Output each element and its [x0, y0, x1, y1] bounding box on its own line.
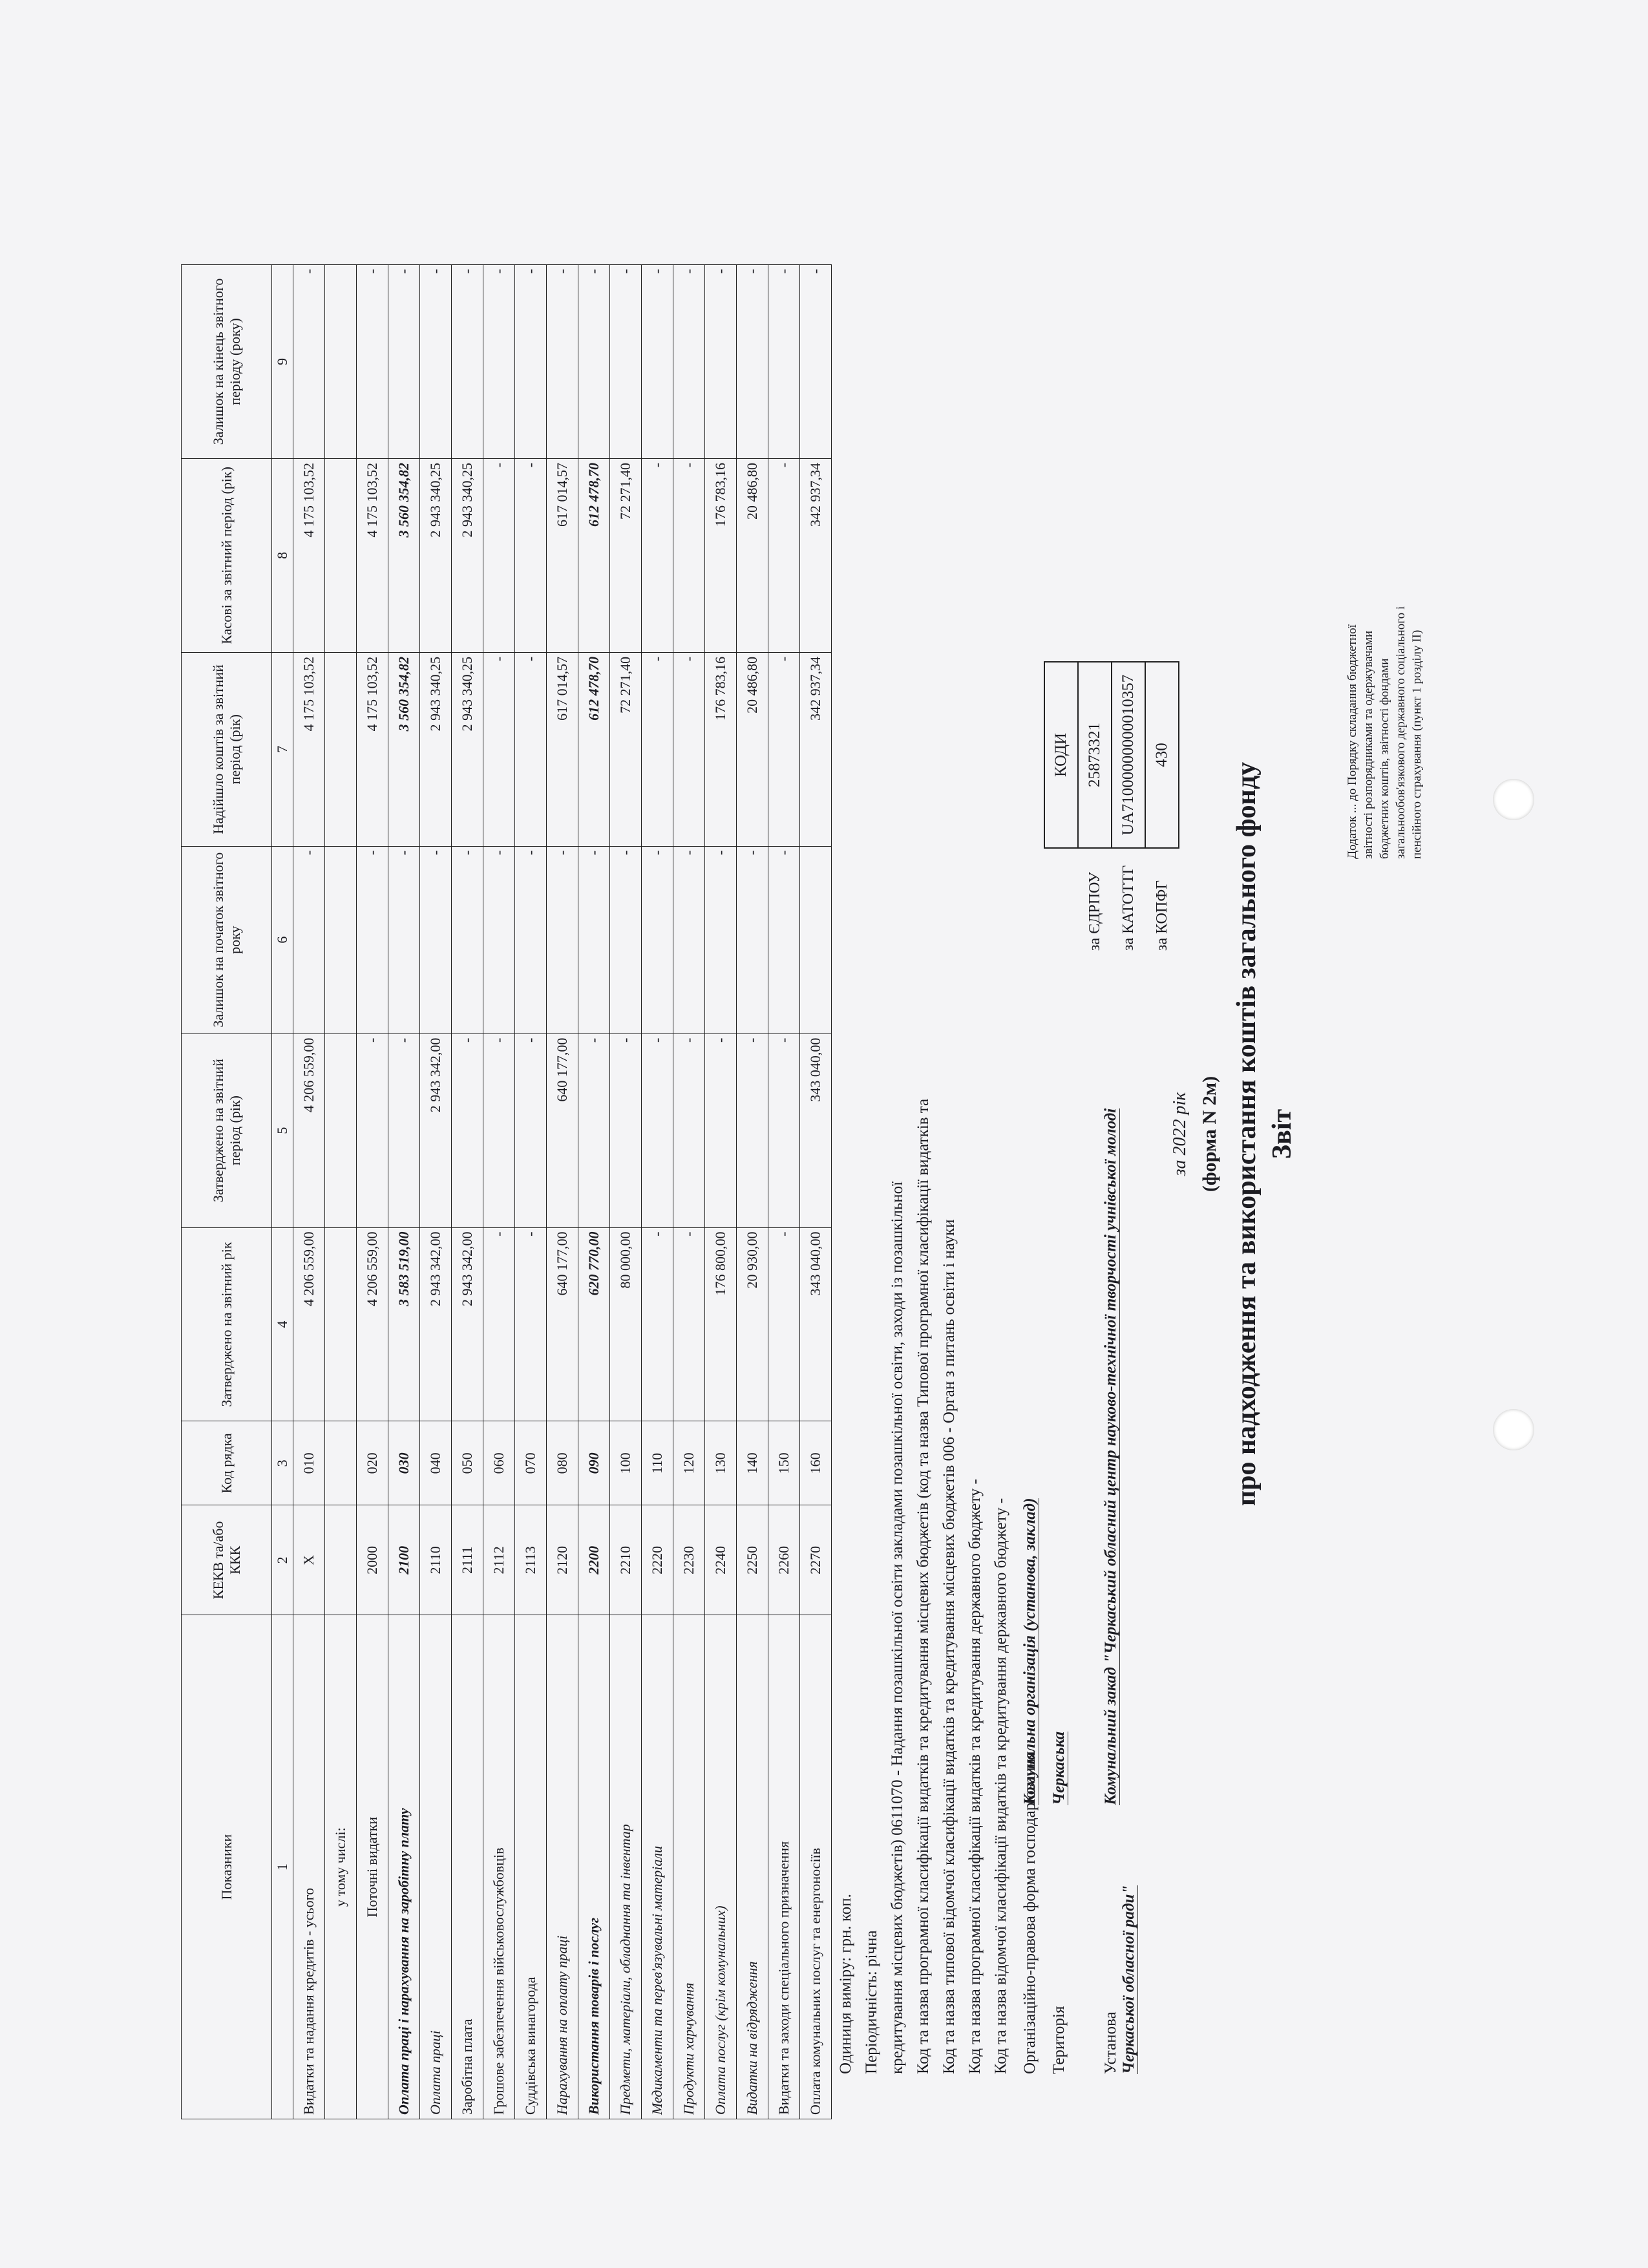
- table-row: [642, 265, 673, 2119]
- cell-c9: -: [483, 265, 515, 459]
- row-label: у тому числі:: [325, 1615, 357, 2119]
- code-kopfg: 430: [1145, 662, 1179, 848]
- line-4: кредитування місцевих бюджетів) 0611070 - Надання позашкільної освіти закладами позашкільної освіти, заходи із позашкільної: [889, 1181, 906, 2074]
- table-row: [325, 265, 357, 2119]
- cell-c9: -: [642, 265, 673, 459]
- cell-c8: -: [642, 458, 673, 652]
- meta-territory: [1050, 1732, 1068, 2074]
- meta-org-form: [1021, 1498, 1039, 2074]
- code-edrpou: 25873321: [1078, 662, 1112, 848]
- row-label: Видатки та надання кредитів - усього: [293, 1615, 325, 2119]
- cell-c8: 20 486,80: [737, 458, 768, 652]
- row-label: Нарахування на оплату праці: [547, 1615, 578, 2119]
- cell-kekv: 2111: [452, 1505, 483, 1615]
- cell-code: 160: [800, 1421, 832, 1505]
- cell-c6: -: [547, 846, 578, 1033]
- cell-kekv: 2260: [768, 1505, 800, 1615]
- cell-kekv: 2220: [642, 1505, 673, 1615]
- cell-c7: 4 175 103,52: [293, 652, 325, 846]
- cell-c7: 617 014,57: [547, 652, 578, 846]
- cell-c5: -: [483, 1033, 515, 1227]
- cell-c5: -: [642, 1033, 673, 1227]
- table-header-row: [182, 265, 272, 2119]
- cell-c6: -: [578, 846, 610, 1033]
- table-row: [515, 265, 547, 2119]
- column-header: Показники: [182, 1615, 272, 2119]
- cell-c4: -: [515, 1227, 547, 1421]
- cell-c9: -: [293, 265, 325, 459]
- cell-c7: 176 783,16: [705, 652, 737, 846]
- cell-c6: -: [452, 846, 483, 1033]
- table-row: [768, 265, 800, 2119]
- cell-c9: -: [420, 265, 452, 459]
- meta-value: Комунальний закад "Черкаський обласний центр науково-технічної творчості учнівської молоді Черкаської обласної ради": [1102, 1108, 1137, 2074]
- cell-c8: 4 175 103,52: [293, 458, 325, 652]
- table-body: [293, 265, 832, 2119]
- cell-c4: -: [483, 1227, 515, 1421]
- meta-value: Комунальна організація (установа, заклад): [1021, 1498, 1039, 1805]
- cell-c6: -: [483, 846, 515, 1033]
- cell-c4: 4 206 559,00: [357, 1227, 388, 1421]
- code-katottg: UA71000000000010357: [1112, 662, 1145, 848]
- cell-c5: 4 206 559,00: [293, 1033, 325, 1227]
- cell-c5: -: [388, 1033, 420, 1227]
- cell-c7: 342 937,34: [800, 652, 832, 846]
- row-label: Суддівська винагорода: [515, 1615, 547, 2119]
- cell-c8: 617 014,57: [547, 458, 578, 652]
- row-label: Оплата комунальних послуг та енергоносіїв: [800, 1615, 832, 2119]
- cell-kekv: 2240: [705, 1505, 737, 1615]
- cell-c7: -: [642, 652, 673, 846]
- cell-c7: 4 175 103,52: [357, 652, 388, 846]
- cell-kekv: [325, 1505, 357, 1615]
- cell-c8: -: [483, 458, 515, 652]
- cell-kekv: 2200: [578, 1505, 610, 1615]
- cell-kekv: 2230: [673, 1505, 705, 1615]
- cell-c6: -: [768, 846, 800, 1033]
- cell-c6: -: [673, 846, 705, 1033]
- row-label: Використання товарів і послуг: [578, 1615, 610, 2119]
- cell-c8: -: [768, 458, 800, 652]
- cell-c9: -: [578, 265, 610, 459]
- cell-c9: -: [705, 265, 737, 459]
- cell-c4: 3 583 519,00: [388, 1227, 420, 1421]
- cell-c7: 20 486,80: [737, 652, 768, 846]
- cell-kekv: 2113: [515, 1505, 547, 1615]
- cell-c6: -: [515, 846, 547, 1033]
- cell-c8: 176 783,16: [705, 458, 737, 652]
- cell-code: 140: [737, 1421, 768, 1505]
- cell-c5: [325, 1033, 357, 1227]
- cell-c8: 4 175 103,52: [357, 458, 388, 652]
- cell-c4: -: [642, 1227, 673, 1421]
- cell-c5: 2 943 342,00: [420, 1033, 452, 1227]
- report-form-year: [1199, 0, 1221, 2268]
- cell-c5: 640 177,00: [547, 1033, 578, 1227]
- row-label: Оплата праці: [420, 1615, 452, 2119]
- cell-c4: 620 770,00: [578, 1227, 610, 1421]
- column-header: Надійшло коштів за звітний період (рік): [182, 652, 272, 846]
- table-row: [483, 265, 515, 2119]
- annex-note: Додаток ... до Порядку складання бюджетної звітності розпорядниками та одержувачами бюджетних коштів, звітності фондами загальнообов'язкового державного соціального і пенсійного страхування (пункт 1 розділу II): [1346, 606, 1424, 859]
- cell-c6: -: [357, 846, 388, 1033]
- cell-c4: [325, 1227, 357, 1421]
- report-title: Звіт: [1267, 1108, 1297, 1160]
- column-number: 5: [272, 1033, 293, 1227]
- cell-c7: 2 943 340,25: [420, 652, 452, 846]
- cell-code: [325, 1421, 357, 1505]
- table-row: [705, 265, 737, 2119]
- table-row: [800, 265, 832, 2119]
- table-row: [673, 265, 705, 2119]
- row-label: Оплата праці і нарахування на заробітну плату: [388, 1615, 420, 2119]
- cell-code: 150: [768, 1421, 800, 1505]
- meta-label: Територія: [1050, 2006, 1068, 2074]
- column-number: 1: [272, 1615, 293, 2119]
- cell-kekv: 2100: [388, 1505, 420, 1615]
- cell-c6: -: [737, 846, 768, 1033]
- cell-c6: -: [642, 846, 673, 1033]
- row-label: Грошове забезпечення військовослужбовців: [483, 1615, 515, 2119]
- line-3: Код та назва програмної класифікації видатків та кредитування місцевих бюджетів (код та назва Типової програмної класифікації видатків та: [914, 1098, 932, 2074]
- cell-c9: -: [800, 265, 832, 459]
- cell-c4: 20 930,00: [737, 1227, 768, 1421]
- cell-c7: 3 560 354,82: [388, 652, 420, 846]
- row-label: Предмети, матеріали, обладнання та інвентар: [610, 1615, 642, 2119]
- table-row: [357, 265, 388, 2119]
- cell-c5: -: [705, 1033, 737, 1227]
- cell-c6: -: [705, 846, 737, 1033]
- cell-code: 020: [357, 1421, 388, 1505]
- report-table: [181, 264, 832, 2119]
- cell-c5: -: [768, 1033, 800, 1227]
- cell-kekv: 2120: [547, 1505, 578, 1615]
- report-year: за 2022 рік: [1170, 1092, 1190, 1176]
- line-unit: Одиниця виміру: грн. коп.: [837, 1894, 854, 2074]
- table-row: [388, 265, 420, 2119]
- table-row: [610, 265, 642, 2119]
- cell-c7: [325, 652, 357, 846]
- cell-c5: -: [357, 1033, 388, 1227]
- row-label: Видатки на відрядження: [737, 1615, 768, 2119]
- cell-code: 090: [578, 1421, 610, 1505]
- code-label: за ЄДРПОУ: [1086, 871, 1103, 951]
- cell-c4: 2 943 342,00: [420, 1227, 452, 1421]
- cell-c9: [325, 265, 357, 459]
- cell-c5: -: [673, 1033, 705, 1227]
- cell-code: 130: [705, 1421, 737, 1505]
- row-label: Заробітна плата: [452, 1615, 483, 2119]
- line-0: Код та назва відомчої класифікації видатків та кредитування державного бюджету -: [992, 1498, 1009, 2074]
- cell-c5: -: [610, 1033, 642, 1227]
- cell-c4: 2 943 342,00: [452, 1227, 483, 1421]
- cell-code: 040: [420, 1421, 452, 1505]
- cell-code: 050: [452, 1421, 483, 1505]
- line-periodicity: Періодичність: річна: [863, 1930, 880, 2074]
- cell-c8: -: [515, 458, 547, 652]
- cell-c9: -: [547, 265, 578, 459]
- cell-c8: 3 560 354,82: [388, 458, 420, 652]
- column-number: 2: [272, 1505, 293, 1615]
- cell-c8: 342 937,34: [800, 458, 832, 652]
- row-label: Поточні видатки: [357, 1615, 388, 2119]
- codes-header: КОДИ: [1044, 662, 1078, 848]
- cell-c7: -: [515, 652, 547, 846]
- cell-c9: -: [737, 265, 768, 459]
- cell-kekv: X: [293, 1505, 325, 1615]
- cell-code: 030: [388, 1421, 420, 1505]
- cell-code: 120: [673, 1421, 705, 1505]
- cell-c9: -: [388, 265, 420, 459]
- meta-label: Установа: [1102, 2011, 1119, 2074]
- report-subtitle: [1231, 0, 1262, 2268]
- table-row: [452, 265, 483, 2119]
- cell-c8: 2 943 340,25: [452, 458, 483, 652]
- row-label: Видатки та заходи спеціального призначення: [768, 1615, 800, 2119]
- table-row: [578, 265, 610, 2119]
- cell-c7: 72 271,40: [610, 652, 642, 846]
- cell-kekv: 2000: [357, 1505, 388, 1615]
- line-1: Код та назва програмної класифікації видатків та кредитування державного бюджету -: [966, 1479, 984, 2074]
- cell-code: 010: [293, 1421, 325, 1505]
- line-2: Код та назва типової відомчої класифікації видатків та кредитування місцевих бюджетів 006 - Орган з питань освіти і науки: [940, 1219, 958, 2074]
- cell-c5: -: [737, 1033, 768, 1227]
- cell-kekv: 2250: [737, 1505, 768, 1615]
- row-label: Медикаменти та перев'язувальні матеріали: [642, 1615, 673, 2119]
- column-header: Затверджено на звітний період (рік): [182, 1033, 272, 1227]
- cell-c5: -: [452, 1033, 483, 1227]
- cell-c8: -: [673, 458, 705, 652]
- cell-code: 100: [610, 1421, 642, 1505]
- column-header: Залишок на початок звітного року: [182, 846, 272, 1033]
- column-number: 6: [272, 846, 293, 1033]
- cell-c7: -: [768, 652, 800, 846]
- cell-kekv: 2112: [483, 1505, 515, 1615]
- subtitle-text: про надходження та використання коштів загального фонду: [1232, 761, 1262, 1507]
- row-label: Оплата послуг (крім комунальних): [705, 1615, 737, 2119]
- row-label: Продукти харчування: [673, 1615, 705, 2119]
- code-label: за КАТОТТГ: [1119, 865, 1137, 951]
- cell-c6: -: [420, 846, 452, 1033]
- cell-c6: [325, 846, 357, 1033]
- cell-c7: 2 943 340,25: [452, 652, 483, 846]
- cell-c8: [325, 458, 357, 652]
- cell-kekv: 2210: [610, 1505, 642, 1615]
- cell-code: 080: [547, 1421, 578, 1505]
- cell-c5: -: [578, 1033, 610, 1227]
- cell-c6: -: [293, 846, 325, 1033]
- cell-c4: 640 177,00: [547, 1227, 578, 1421]
- column-header: Затверджено на звітний рік: [182, 1227, 272, 1421]
- column-header: Касові за звітний період (рік): [182, 458, 272, 652]
- table-row: [420, 265, 452, 2119]
- cell-c7: 612 478,70: [578, 652, 610, 846]
- table-row: [293, 265, 325, 2119]
- meta-value: Черкаська: [1050, 1731, 1068, 1805]
- cell-c4: -: [768, 1227, 800, 1421]
- table-row: [737, 265, 768, 2119]
- cell-c8: 2 943 340,25: [420, 458, 452, 652]
- meta-institution: [1102, 1040, 1138, 2074]
- cell-c4: 4 206 559,00: [293, 1227, 325, 1421]
- cell-c9: -: [515, 265, 547, 459]
- column-number-row: [272, 265, 293, 2119]
- cell-c7: -: [673, 652, 705, 846]
- cell-c9: -: [357, 265, 388, 459]
- column-number: 3: [272, 1421, 293, 1505]
- column-number: 8: [272, 458, 293, 652]
- cell-c9: -: [610, 265, 642, 459]
- cell-c5: -: [515, 1033, 547, 1227]
- cell-c4: -: [673, 1227, 705, 1421]
- table-row: [547, 265, 578, 2119]
- column-header: КЕКВ та/або ККК: [182, 1505, 272, 1615]
- cell-c4: 176 800,00: [705, 1227, 737, 1421]
- column-number: 9: [272, 265, 293, 459]
- cell-kekv: 2270: [800, 1505, 832, 1615]
- cell-c9: -: [673, 265, 705, 459]
- cell-c4: 343 040,00: [800, 1227, 832, 1421]
- cell-c5: 343 040,00: [800, 1033, 832, 1227]
- column-number: 7: [272, 652, 293, 846]
- cell-c9: -: [768, 265, 800, 459]
- cell-c8: 612 478,70: [578, 458, 610, 652]
- column-header: Код рядка: [182, 1421, 272, 1505]
- code-label: за КОПФГ: [1153, 880, 1170, 951]
- cell-c4: 80 000,00: [610, 1227, 642, 1421]
- form-label: (форма N 2м): [1199, 1076, 1220, 1192]
- codes-table: [1044, 661, 1179, 956]
- cell-kekv: 2110: [420, 1505, 452, 1615]
- meta-label: Організаційно-правова форма господарювання: [1021, 1751, 1039, 2074]
- cell-c6: -: [610, 846, 642, 1033]
- cell-c6: [800, 846, 832, 1033]
- column-header: Залишок на кінець звітного періоду (року): [182, 265, 272, 459]
- cell-code: 060: [483, 1421, 515, 1505]
- cell-c7: -: [483, 652, 515, 846]
- cell-code: 110: [642, 1421, 673, 1505]
- cell-c8: 72 271,40: [610, 458, 642, 652]
- cell-c6: -: [388, 846, 420, 1033]
- cell-code: 070: [515, 1421, 547, 1505]
- cell-c9: -: [452, 265, 483, 459]
- column-number: 4: [272, 1227, 293, 1421]
